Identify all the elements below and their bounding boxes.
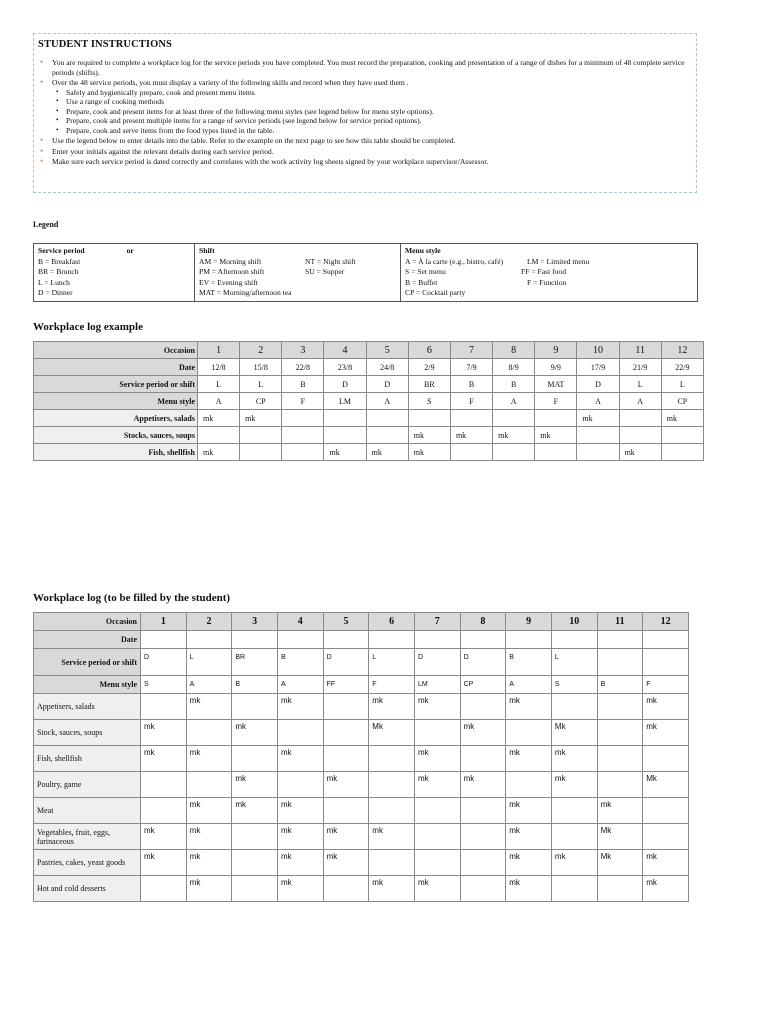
date-cell[interactable] — [597, 631, 643, 649]
initials-cell[interactable] — [277, 720, 323, 746]
date-cell[interactable] — [643, 631, 689, 649]
food-type-row — [34, 444, 704, 461]
initials-cell[interactable] — [551, 798, 597, 824]
initials-cell — [240, 427, 282, 444]
date-cell[interactable] — [232, 631, 278, 649]
date-row — [34, 359, 704, 376]
date-cell: 15/8 — [240, 359, 282, 376]
menu-style-label: Menu style — [34, 393, 198, 410]
initials-cell[interactable] — [323, 694, 369, 720]
initials-cell[interactable] — [460, 694, 506, 720]
initials-cell[interactable]: mk — [277, 694, 323, 720]
initials-cell[interactable] — [551, 876, 597, 902]
occasion-label: Occasion — [34, 613, 141, 631]
initials-cell[interactable] — [323, 876, 369, 902]
initials-cell[interactable] — [597, 720, 643, 746]
workplace-log-example-table — [33, 341, 704, 461]
initials-cell[interactable]: mk — [186, 694, 232, 720]
legend-menu-style: Menu style A = À la carte (e.g., bistro, café) LM = Limited menu S = Set menu FF = Fast food B = Buffet F = Function CP = Cocktail party — [401, 244, 698, 302]
date-cell: 7/9 — [450, 359, 492, 376]
skills-sublist — [52, 88, 690, 136]
service-period-cell: L — [198, 376, 240, 393]
occasion-cell: 2 — [240, 342, 282, 359]
date-cell[interactable] — [186, 631, 232, 649]
menu-style-cell[interactable]: B — [597, 676, 643, 694]
occasion-row — [34, 613, 689, 631]
occasion-cell: 7 — [450, 342, 492, 359]
initials-cell[interactable]: mk — [643, 850, 689, 876]
menu-style-cell: S — [408, 393, 450, 410]
initials-cell — [493, 444, 535, 461]
date-cell[interactable] — [323, 631, 369, 649]
initials-cell: mk — [366, 444, 408, 461]
date-cell[interactable] — [141, 631, 187, 649]
initials-cell[interactable] — [460, 824, 506, 850]
initials-cell[interactable]: mk — [506, 850, 552, 876]
initials-cell[interactable] — [597, 694, 643, 720]
service-period-cell: D — [324, 376, 366, 393]
initials-cell[interactable]: mk — [232, 720, 278, 746]
bullet-icon: • — [56, 97, 59, 105]
skill-item: • Prepare, cook and present items for at least three of the following menu styles (see legend below for menu style options). — [56, 106, 434, 116]
food-type-label: Vegetables, fruit, eggs, farinaceous — [34, 824, 141, 850]
menu-style-cell[interactable]: B — [232, 676, 278, 694]
service-period-cell[interactable]: B — [506, 649, 552, 676]
initials-cell[interactable] — [232, 694, 278, 720]
initials-cell[interactable]: mk — [506, 694, 552, 720]
initials-cell[interactable] — [506, 720, 552, 746]
service-period-label: Service period or shift — [34, 649, 141, 676]
initials-cell: mk — [240, 410, 282, 427]
initials-cell — [661, 427, 703, 444]
menu-style-cell: A — [619, 393, 661, 410]
occasion-cell: 11 — [597, 613, 643, 631]
service-period-cell: BR — [408, 376, 450, 393]
initials-cell[interactable] — [369, 772, 415, 798]
date-cell[interactable] — [460, 631, 506, 649]
initials-cell[interactable]: mk — [323, 772, 369, 798]
initials-cell[interactable]: Mk — [597, 850, 643, 876]
initials-cell — [366, 427, 408, 444]
service-period-cell[interactable] — [597, 649, 643, 676]
date-cell[interactable] — [551, 631, 597, 649]
initials-cell[interactable]: Mk — [643, 772, 689, 798]
skill-item: • Safely and hygienically prepare, cook and present menu items — [56, 87, 255, 97]
service-period-cell[interactable]: D — [141, 649, 187, 676]
initials-cell: mk — [493, 427, 535, 444]
occasion-cell: 2 — [186, 613, 232, 631]
initials-cell: mk — [661, 410, 703, 427]
initials-cell[interactable]: mk — [506, 746, 552, 772]
date-cell[interactable] — [414, 631, 460, 649]
menu-style-cell: F — [450, 393, 492, 410]
menu-style-cell[interactable]: S — [551, 676, 597, 694]
initials-cell[interactable] — [643, 746, 689, 772]
occasion-cell: 6 — [408, 342, 450, 359]
food-type-row — [34, 427, 704, 444]
food-type-label: Stocks, sauces, soups — [34, 427, 198, 444]
instructions-list — [38, 58, 690, 167]
instruction-item: • Use the legend below to enter details into the table. Refer to the example on the next page to see how this table should be completed. — [40, 135, 456, 145]
initials-cell: mk — [577, 410, 619, 427]
occasion-cell: 10 — [551, 613, 597, 631]
date-cell: 2/9 — [408, 359, 450, 376]
date-cell: 22/9 — [661, 359, 703, 376]
initials-cell[interactable] — [597, 746, 643, 772]
food-type-row — [34, 746, 689, 772]
food-type-row — [34, 824, 689, 850]
occasion-cell: 8 — [493, 342, 535, 359]
initials-cell: mk — [324, 444, 366, 461]
initials-cell[interactable] — [551, 694, 597, 720]
initials-cell[interactable] — [597, 876, 643, 902]
date-cell: 23/8 — [324, 359, 366, 376]
menu-style-cell: F — [535, 393, 577, 410]
occasion-cell: 12 — [643, 613, 689, 631]
initials-cell[interactable] — [277, 772, 323, 798]
skill-item: • Prepare, cook and serve items from the food types listed in the table. — [56, 125, 275, 135]
initials-cell[interactable]: mk — [414, 876, 460, 902]
initials-cell[interactable]: mk — [232, 798, 278, 824]
initials-cell[interactable]: mk — [551, 772, 597, 798]
initials-cell: mk — [408, 427, 450, 444]
initials-cell[interactable]: mk — [551, 746, 597, 772]
initials-cell[interactable]: mk — [460, 772, 506, 798]
date-cell: 24/8 — [366, 359, 408, 376]
initials-cell[interactable]: mk — [643, 876, 689, 902]
food-type-label: Appetisers, salads — [34, 694, 141, 720]
initials-cell[interactable]: mk — [141, 850, 187, 876]
initials-cell — [450, 410, 492, 427]
bullet-icon: • — [56, 106, 59, 115]
service-period-cell: D — [577, 376, 619, 393]
initials-cell[interactable] — [506, 772, 552, 798]
instruction-item: • You are required to complete a workplace log for the service periods you have completed. You must record the preparation, cooking and presentation of a range of dishes for a minimum of 48 complete service periods (shifts). — [40, 57, 685, 77]
occasion-cell: 6 — [369, 613, 415, 631]
initials-cell: mk — [198, 444, 240, 461]
service-period-cell[interactable]: D — [460, 649, 506, 676]
service-period-cell[interactable]: L — [551, 649, 597, 676]
initials-cell — [366, 410, 408, 427]
food-type-label: Meat — [34, 798, 141, 824]
initials-cell[interactable]: mk — [506, 798, 552, 824]
initials-cell[interactable]: mk — [277, 824, 323, 850]
service-period-cell[interactable]: L — [186, 649, 232, 676]
initials-cell[interactable] — [643, 824, 689, 850]
bullet-icon: • — [40, 77, 44, 87]
initials-cell[interactable]: mk — [506, 824, 552, 850]
menu-style-cell[interactable]: A — [506, 676, 552, 694]
initials-cell[interactable]: mk — [141, 746, 187, 772]
food-type-row — [34, 876, 689, 902]
date-label: Date — [34, 359, 198, 376]
initials-cell: mk — [535, 427, 577, 444]
initials-cell[interactable]: Mk — [369, 720, 415, 746]
service-period-cell[interactable]: D — [414, 649, 460, 676]
initials-cell — [535, 410, 577, 427]
food-type-label: Fish, shellfish — [34, 746, 141, 772]
menu-style-row — [34, 393, 704, 410]
bullet-icon: • — [56, 87, 59, 96]
menu-style-label: Menu style — [34, 676, 141, 694]
initials-cell: mk — [450, 427, 492, 444]
initials-cell[interactable]: mk — [414, 694, 460, 720]
initials-cell — [450, 444, 492, 461]
occasion-cell: 10 — [577, 342, 619, 359]
initials-cell[interactable]: mk — [186, 850, 232, 876]
occasion-cell: 5 — [323, 613, 369, 631]
initials-cell[interactable]: mk — [232, 772, 278, 798]
bullet-icon: • — [40, 135, 44, 145]
food-type-label: Appetisers, salads — [34, 410, 198, 427]
initials-cell[interactable] — [460, 746, 506, 772]
initials-cell[interactable] — [141, 772, 187, 798]
occasion-cell: 3 — [282, 342, 324, 359]
initials-cell[interactable]: mk — [460, 720, 506, 746]
initials-cell — [282, 444, 324, 461]
initials-cell[interactable] — [323, 798, 369, 824]
occasion-cell: 12 — [661, 342, 703, 359]
service-period-cell: L — [240, 376, 282, 393]
initials-cell — [619, 427, 661, 444]
service-period-cell[interactable]: D — [323, 649, 369, 676]
initials-cell — [661, 444, 703, 461]
initials-cell[interactable]: mk — [414, 772, 460, 798]
menu-style-cell[interactable]: A — [186, 676, 232, 694]
student-log-title: Workplace log (to be filled by the student) — [33, 592, 231, 604]
initials-cell — [535, 444, 577, 461]
date-cell: 21/9 — [619, 359, 661, 376]
occasion-cell: 4 — [277, 613, 323, 631]
instruction-item: • Make sure each service period is dated correctly and correlates with the work activity log sheets signed by your workplace supervisor/Assessor. — [40, 156, 489, 166]
legend-title: Legend — [33, 220, 59, 229]
initials-cell[interactable]: mk — [369, 694, 415, 720]
bullet-icon: • — [56, 116, 59, 124]
initials-cell[interactable] — [323, 746, 369, 772]
occasion-cell: 9 — [535, 342, 577, 359]
initials-cell — [324, 410, 366, 427]
initials-cell — [577, 444, 619, 461]
menu-style-cell[interactable]: F — [643, 676, 689, 694]
initials-cell[interactable] — [141, 694, 187, 720]
food-type-row — [34, 720, 689, 746]
food-type-label: Pastries, cakes, yeast goods — [34, 850, 141, 876]
date-cell: 8/9 — [493, 359, 535, 376]
occasion-cell: 11 — [619, 342, 661, 359]
date-cell: 17/9 — [577, 359, 619, 376]
initials-cell[interactable]: mk — [323, 824, 369, 850]
menu-style-cell: LM — [324, 393, 366, 410]
menu-style-cell: A — [198, 393, 240, 410]
initials-cell[interactable]: mk — [186, 876, 232, 902]
initials-cell[interactable]: mk — [277, 798, 323, 824]
initials-cell[interactable] — [323, 720, 369, 746]
initials-cell[interactable]: mk — [369, 876, 415, 902]
skill-item: • Use a range of cooking methods — [56, 97, 165, 106]
initials-cell[interactable]: mk — [186, 798, 232, 824]
initials-cell[interactable] — [643, 798, 689, 824]
date-cell: 22/8 — [282, 359, 324, 376]
instruction-item: • Enter your initials against the relevant details during each service period. — [40, 145, 274, 156]
occasion-cell: 1 — [141, 613, 187, 631]
menu-style-cell: CP — [240, 393, 282, 410]
service-period-row — [34, 376, 704, 393]
initials-cell[interactable]: mk — [141, 824, 187, 850]
initials-cell[interactable]: mk — [186, 824, 232, 850]
service-period-cell[interactable]: L — [369, 649, 415, 676]
service-period-cell: L — [661, 376, 703, 393]
date-cell: 12/8 — [198, 359, 240, 376]
bullet-icon: • — [56, 125, 59, 134]
initials-cell[interactable]: mk — [277, 746, 323, 772]
menu-style-cell[interactable]: S — [141, 676, 187, 694]
occasion-label: Occasion — [34, 342, 198, 359]
menu-style-cell[interactable]: A — [277, 676, 323, 694]
initials-cell[interactable] — [460, 876, 506, 902]
initials-cell[interactable]: mk — [414, 746, 460, 772]
date-row — [34, 631, 689, 649]
initials-cell — [240, 444, 282, 461]
food-type-label: Hot and cold desserts — [34, 876, 141, 902]
service-period-cell[interactable]: B — [277, 649, 323, 676]
initials-cell[interactable] — [414, 824, 460, 850]
initials-cell[interactable]: mk — [643, 720, 689, 746]
initials-cell[interactable]: mk — [643, 694, 689, 720]
student-instructions-box — [33, 33, 697, 193]
initials-cell[interactable]: mk — [277, 850, 323, 876]
initials-cell[interactable]: Mk — [597, 824, 643, 850]
food-type-row — [34, 694, 689, 720]
service-period-cell: D — [366, 376, 408, 393]
initials-cell[interactable] — [232, 850, 278, 876]
service-period-cell: MAT — [535, 376, 577, 393]
bullet-icon: • — [40, 57, 44, 67]
menu-style-cell: CP — [661, 393, 703, 410]
initials-cell[interactable] — [551, 824, 597, 850]
bullet-icon: • — [40, 156, 44, 166]
initials-cell — [577, 427, 619, 444]
menu-style-cell[interactable]: F — [369, 676, 415, 694]
occasion-row — [34, 342, 704, 359]
initials-cell[interactable] — [186, 772, 232, 798]
initials-cell[interactable]: mk — [597, 798, 643, 824]
initials-cell[interactable] — [460, 798, 506, 824]
occasion-cell: 9 — [506, 613, 552, 631]
food-type-label: Poultry, game — [34, 772, 141, 798]
legend-service-period: Service period or B = Breakfast BR = Brunch L = Lunch D = Dinner — [34, 244, 195, 302]
initials-cell[interactable]: mk — [369, 824, 415, 850]
menu-style-cell: A — [493, 393, 535, 410]
menu-style-cell[interactable]: FF — [323, 676, 369, 694]
service-period-cell: L — [619, 376, 661, 393]
initials-cell[interactable] — [369, 746, 415, 772]
occasion-cell: 3 — [232, 613, 278, 631]
menu-style-cell: A — [366, 393, 408, 410]
initials-cell — [282, 410, 324, 427]
initials-cell[interactable]: mk — [323, 850, 369, 876]
initials-cell[interactable] — [460, 850, 506, 876]
service-period-cell[interactable] — [643, 649, 689, 676]
initials-cell — [408, 410, 450, 427]
initials-cell[interactable] — [141, 798, 187, 824]
menu-style-row — [34, 676, 689, 694]
legend-shift: Shift AM = Morning shift NT = Night shift PM = Afternoon shift SU = Supper EV = Evening shift MAT = Morning/afternoon tea — [195, 244, 401, 302]
initials-cell[interactable]: mk — [141, 720, 187, 746]
food-type-label: Stock, sauces, soups — [34, 720, 141, 746]
initials-cell — [282, 427, 324, 444]
date-cell[interactable] — [369, 631, 415, 649]
workplace-log-student-table — [33, 612, 689, 902]
instruction-item: • Over the 48 service periods, you must display a variety of the following skills and record when they have used them . • Safely and hygienically prepare, cook and present menu items • Use a range of cooking methods • Prepare, cook and present items for at least three of the following menu styles (see legend below for menu style options). • Prepare, cook and present multiple items for a range of service periods (see legend below for service period options). • Prepare, cook and serve items from the food types listed in the table. — [38, 78, 690, 135]
initials-cell[interactable] — [414, 850, 460, 876]
initials-cell[interactable] — [369, 798, 415, 824]
initials-cell — [493, 410, 535, 427]
food-type-row — [34, 410, 704, 427]
date-cell[interactable] — [277, 631, 323, 649]
service-period-cell: B — [493, 376, 535, 393]
initials-cell[interactable] — [597, 772, 643, 798]
occasion-cell: 5 — [366, 342, 408, 359]
initials-cell: mk — [408, 444, 450, 461]
initials-cell: mk — [619, 444, 661, 461]
occasion-cell: 4 — [324, 342, 366, 359]
initials-cell[interactable]: Mk — [551, 720, 597, 746]
food-type-row — [34, 850, 689, 876]
initials-cell[interactable] — [414, 798, 460, 824]
date-cell: 9/9 — [535, 359, 577, 376]
skill-item: • Prepare, cook and present multiple items for a range of service periods (see legend below for service period options). — [56, 116, 422, 125]
initials-cell[interactable]: mk — [551, 850, 597, 876]
initials-cell[interactable] — [186, 720, 232, 746]
initials-cell[interactable] — [232, 746, 278, 772]
legend-table — [33, 243, 698, 302]
service-period-cell: B — [282, 376, 324, 393]
date-cell[interactable] — [506, 631, 552, 649]
instructions-title: STUDENT INSTRUCTIONS — [38, 39, 172, 50]
occasion-cell: 8 — [460, 613, 506, 631]
initials-cell[interactable]: mk — [186, 746, 232, 772]
menu-style-cell[interactable]: CP — [460, 676, 506, 694]
service-period-cell: B — [450, 376, 492, 393]
food-type-row — [34, 798, 689, 824]
service-period-row — [34, 649, 689, 676]
initials-cell — [619, 410, 661, 427]
menu-style-cell: A — [577, 393, 619, 410]
initials-cell — [198, 427, 240, 444]
initials-cell[interactable] — [414, 720, 460, 746]
occasion-cell: 1 — [198, 342, 240, 359]
initials-cell[interactable] — [141, 876, 187, 902]
initials-cell[interactable]: mk — [277, 876, 323, 902]
initials-cell — [324, 427, 366, 444]
food-type-label: Fish, shellfish — [34, 444, 198, 461]
initials-cell[interactable] — [369, 850, 415, 876]
date-label: Date — [34, 631, 141, 649]
initials-cell[interactable] — [232, 876, 278, 902]
food-type-row — [34, 772, 689, 798]
service-period-label: Service period or shift — [34, 376, 198, 393]
example-title: Workplace log example — [33, 321, 143, 333]
service-period-cell[interactable]: BR — [232, 649, 278, 676]
occasion-cell: 7 — [414, 613, 460, 631]
menu-style-cell[interactable]: LM — [414, 676, 460, 694]
initials-cell: mk — [198, 410, 240, 427]
initials-cell[interactable]: mk — [506, 876, 552, 902]
initials-cell[interactable] — [232, 824, 278, 850]
menu-style-cell: F — [282, 393, 324, 410]
bullet-icon: • — [40, 145, 44, 156]
